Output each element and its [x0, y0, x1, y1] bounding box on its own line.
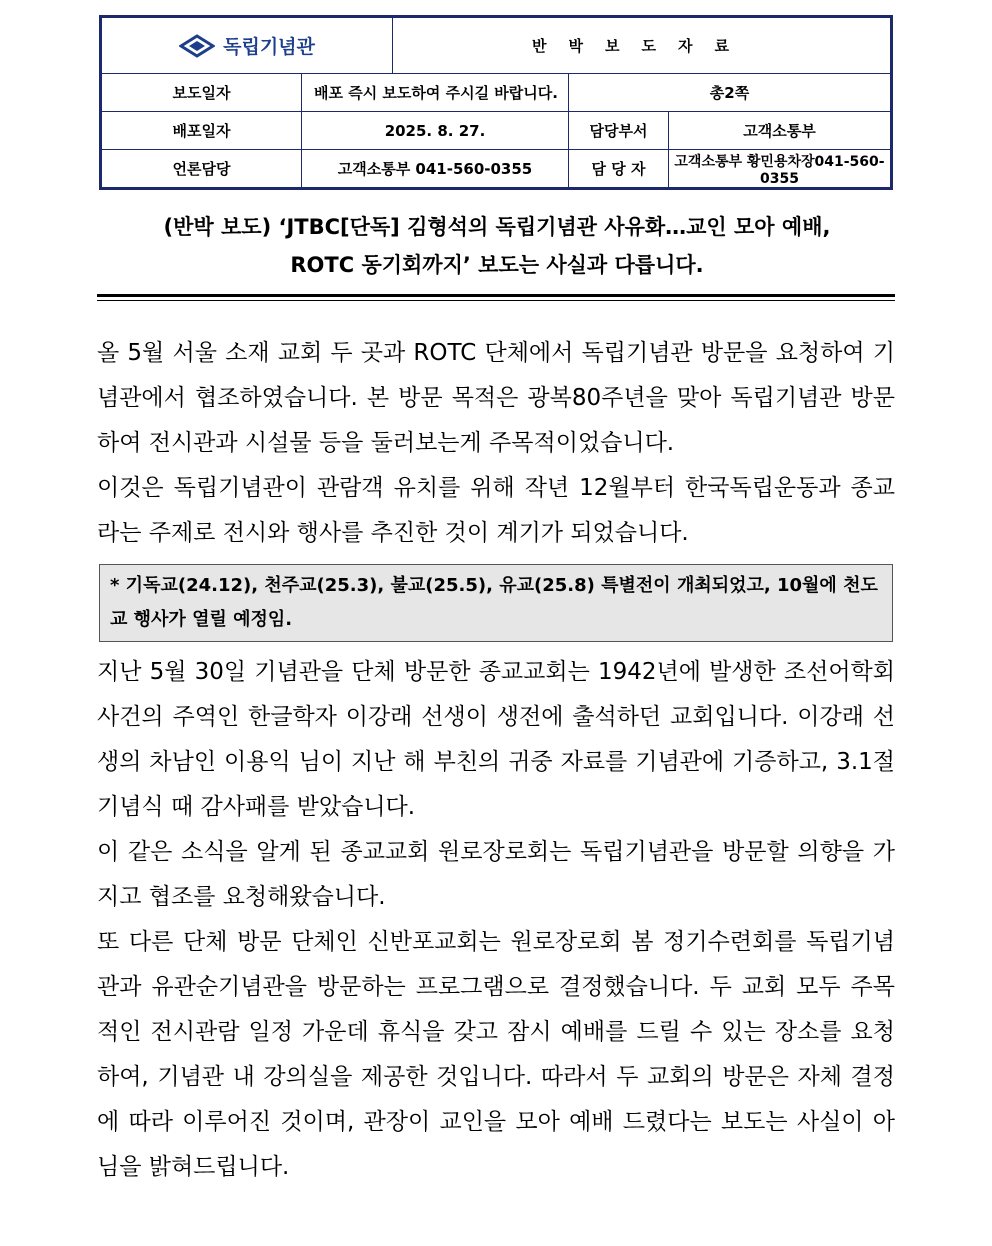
distribution-date: 2025. 8. 27.	[302, 112, 569, 150]
press-contact: 고객소통부 041-560-0355	[302, 150, 569, 188]
logo-cell	[102, 18, 393, 74]
person-in-charge: 고객소통부 황민용차장041-560-0355	[669, 150, 891, 188]
org-logo-icon	[179, 34, 215, 58]
paragraph-4: 이 같은 소식을 알게 된 종교교회 원로장로회는 독립기념관을 방문할 의향을 가지고 협조를 요청해왔습니다.	[97, 839, 895, 910]
body-text	[97, 331, 895, 1190]
row3-label: 언론담당	[102, 150, 302, 188]
page-count: 총2쪽	[569, 74, 891, 112]
department: 고객소통부	[669, 112, 891, 150]
paragraph-1: 올 5월 서울 소재 교회 두 곳과 ROTC 단체에서 독립기념관 방문을 요청하여 기념관에서 협조하였습니다. 본 방문 목적은 광복80주년을 맞아 독립기념관 방문하여 전시관과 시설물 등을 둘러보는게 주목적이었습니다.	[97, 340, 895, 456]
note-box: * 기독교(24.12), 천주교(25.3), 불교(25.5), 유교(25.8) 특별전이 개최되었고, 10월에 천도교 행사가 열릴 예정임.	[99, 564, 893, 642]
headline-line1: (반박 보도) ‘JTBC[단독] 김형석의 독립기념관 사유화…교인 모아 예배,	[163, 215, 831, 239]
divider-thin	[97, 300, 895, 301]
headline-line2: ROTC 동기회까지’ 보도는 사실과 다릅니다.	[290, 253, 704, 277]
headline	[99, 208, 895, 284]
paragraph-3: 지난 5월 30일 기념관을 단체 방문한 종교교회는 1942년에 발생한 조선어학회사건의 주역인 한글학자 이강래 선생이 생전에 출석하던 교회입니다. 이강래 선생의 차남인 이용익 님이 지난 해 부친의 귀중 자료를 기념관에 기증하고, 3.1절 기념식 때 감사패를 받았습니다.	[97, 659, 895, 820]
paragraph-2: 이것은 독립기념관이 관람객 유치를 위해 작년 12월부터 한국독립운동과 종교라는 주제로 전시와 행사를 추진한 것이 계기가 되었습니다.	[97, 475, 895, 546]
header-table	[99, 15, 893, 190]
row2-label: 배포일자	[102, 112, 302, 150]
org-name: 독립기념관	[223, 36, 315, 58]
row3-label2: 담 당 자	[569, 150, 669, 188]
row1-label: 보도일자	[102, 74, 302, 112]
row2-label2: 담당부서	[569, 112, 669, 150]
row1-value: 배포 즉시 보도하여 주시길 바랍니다.	[302, 74, 569, 112]
paragraph-5: 또 다른 단체 방문 단체인 신반포교회는 원로장로회 봄 정기수련회를 독립기념관과 유관순기념관을 방문하는 프로그램으로 결정했습니다. 두 교회 모두 주목적인 전시관람 일정 가운데 휴식을 갖고 잠시 예배를 드릴 수 있는 장소를 요청하여, 기념관 내 강의실을 제공한 것입니다. 따라서 두 교회의 방문은 자체 결정에 따라 이루어진 것이며, 관장이 교인을 모아 예배 드렸다는 보도는 사실이 아님을 밝혀드립니다.	[97, 929, 895, 1180]
divider-thick	[97, 294, 895, 297]
document-type-title: 반박보도자료	[393, 18, 891, 74]
